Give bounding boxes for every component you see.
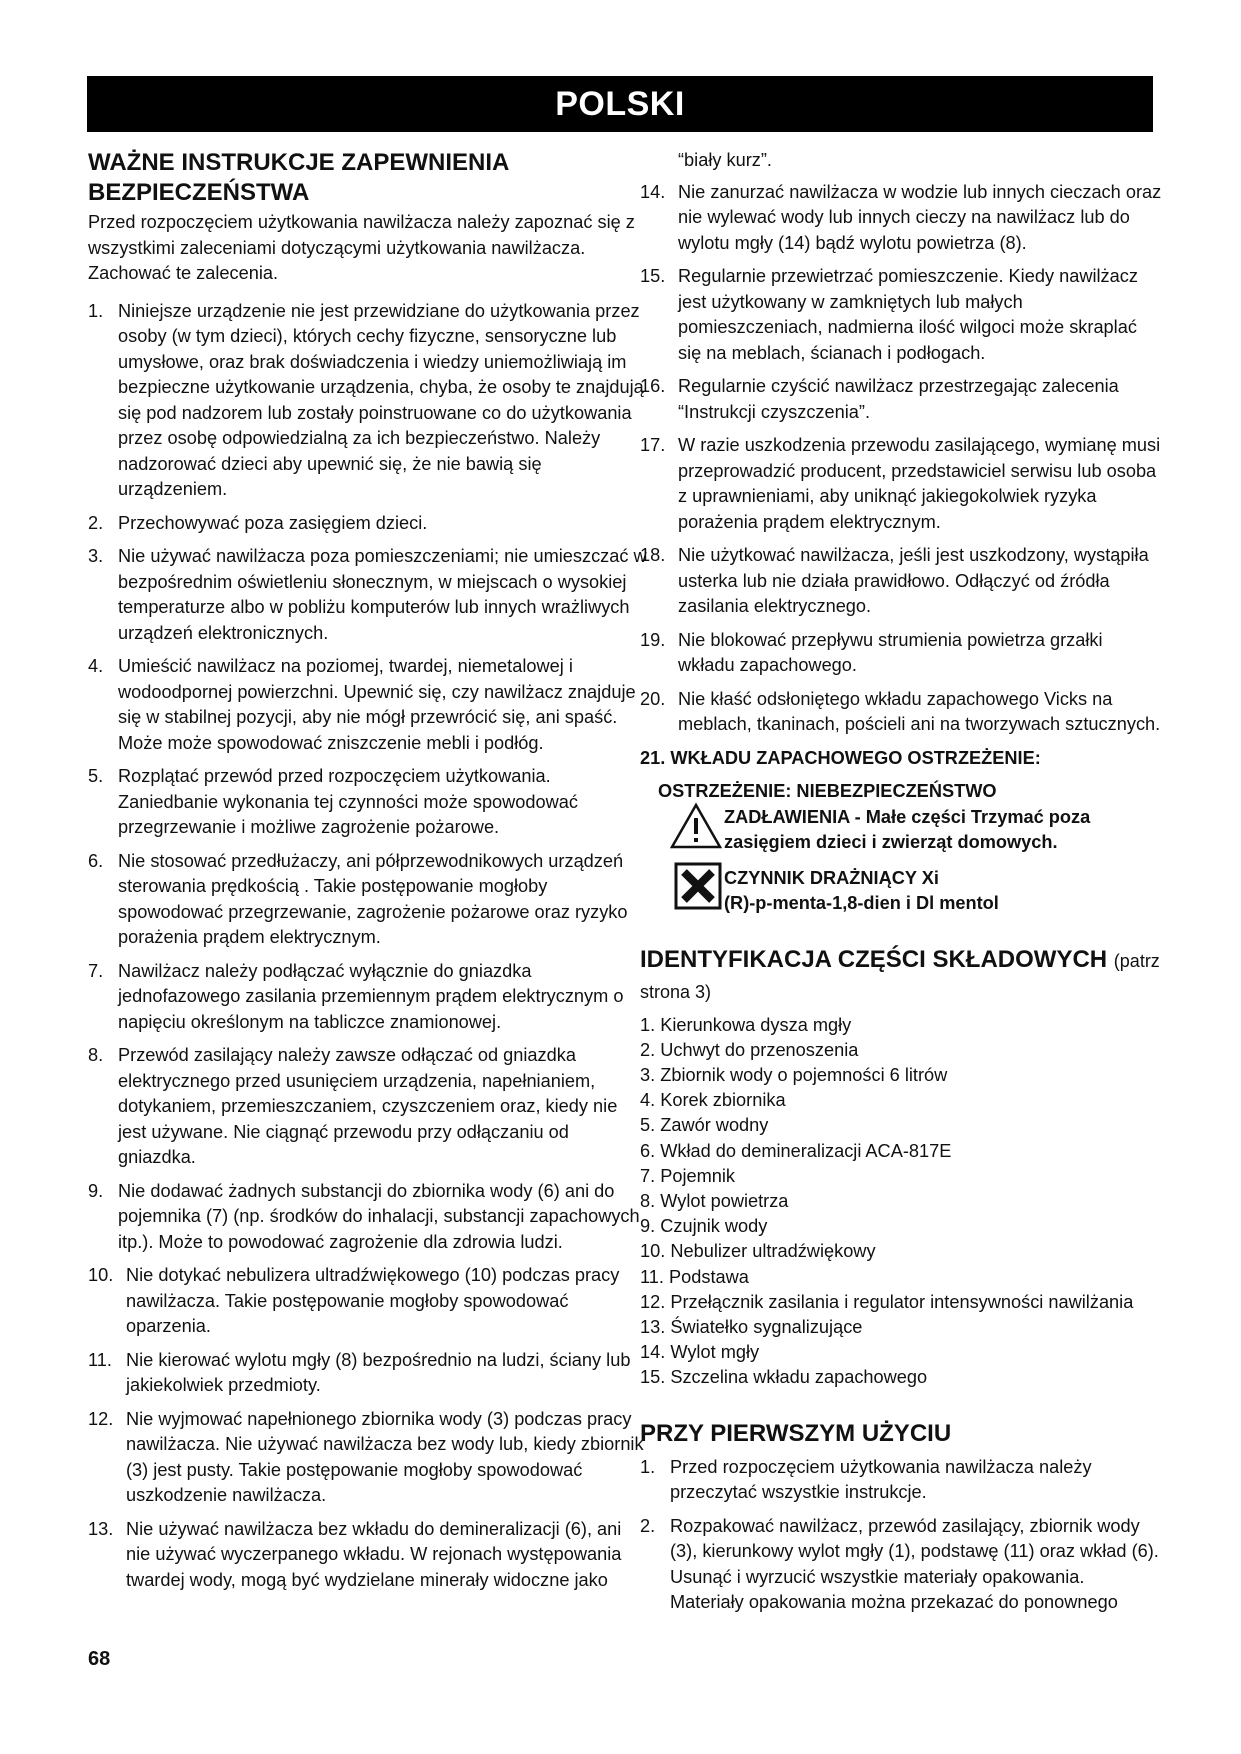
list-item: 8. Przewód zasilający należy zawsze odłączać od gniazdka elektrycznego przed usunięciem urządzenia, napełnianiem, dotykaniem, przemieszczaniem, czyszczeniem oraz, kiedy nie jest używane. Nie ciągnąć przewodu przy odłączaniu od gniazdka. bbox=[88, 1045, 618, 1167]
list-item: 4. Korek zbiornika bbox=[640, 1090, 786, 1111]
parts-heading bbox=[640, 945, 1162, 1007]
list-item: 2. Rozpakować nawilżacz, przewód zasilający, zbiornik wody (3), kierunkowy wylot mgły (1), podstawę (11) oraz wkład (6). Usunąć i wyrzucić wszystkie materiały opakowania. Materiały opakowania można przekazać do ponownego bbox=[640, 1515, 1159, 1613]
irritant-chemicals: (R)-p-menta-1,8-dien i Dl mentol bbox=[724, 893, 999, 913]
list-item: 8. Wylot powietrza bbox=[640, 1190, 789, 1211]
list-item: 3. Nie używać nawilżacza poza pomieszczeniami; nie umieszczać w bezpośrednim oświetleniu słonecznym, w miejscach o wysokiej temperaturze albo w pobliżu komputerów lub innych wrażliwych urządzeń elektronicznych. bbox=[88, 546, 647, 643]
list-item: 7. Pojemnik bbox=[640, 1165, 736, 1186]
list-item: 2. Przechowywać poza zasięgiem dzieci. bbox=[88, 512, 428, 533]
list-item: 16. Regularnie czyścić nawilżacz przestrzegając zalecenia “Instrukcji czyszczenia”. bbox=[640, 376, 1119, 422]
list-item: 3. Zbiornik wody o pojemności 6 litrów bbox=[640, 1064, 948, 1085]
list-item: 14. Wylot mgły bbox=[640, 1342, 760, 1363]
safety-heading: WAŻNE INSTRUKCJE ZAPEWNIENIA BEZPIECZEŃSTWA bbox=[88, 149, 509, 206]
safety-list bbox=[88, 299, 648, 1594]
language-title: POLSKI bbox=[555, 84, 685, 123]
irritant-warning-text bbox=[724, 866, 999, 917]
language-header bbox=[87, 76, 1153, 132]
list-item: 12. Przełącznik zasilania i regulator intensywności nawilżania bbox=[640, 1291, 1134, 1312]
list-item: 10. Nie dotykać nebulizera ultradźwiękowego (10) podczas pracy nawilżacza. Takie postępowanie mogłoby spowodować oparzenia. bbox=[88, 1265, 620, 1336]
list-item: 7. Nawilżacz należy podłączać wyłącznie do gniazdka jednofazowego zasilania przemiennym prądem elektrycznym o napięciu określonym na tabliczce znamionowej. bbox=[88, 960, 624, 1032]
list-item: 10. Nebulizer ultradźwiękowy bbox=[640, 1241, 876, 1262]
list-item: 5. Rozplątać przewód przed rozpoczęciem użytkowania. Zaniedbanie wykonania tej czynności może spowodować przegrzewanie i możliwe zagrożenie pożarowe. bbox=[88, 766, 578, 837]
list-item: 12. Nie wyjmować napełnionego zbiornika wody (3) podczas pracy nawilżacza. Nie używać nawilżacza bez wody lub, kiedy zbiornik (3) jest pusty. Takie postępowanie mogłoby spowodować uszkodzenie nawilżacza. bbox=[88, 1408, 644, 1505]
parts-heading-note: (patrz strona 3) bbox=[640, 950, 1160, 1002]
list-item: 13. Nie używać nawilżacza bez wkładu do demineralizacji (6), ani nie używać wyczerpanego wkładu. W rejonach występowania twardej wody, mogą być wydzielane minerały widoczne jako bbox=[88, 1518, 622, 1590]
parts-list bbox=[640, 1013, 1162, 1391]
safety-list-continued bbox=[640, 180, 1162, 738]
list-item: 1. Niniejsze urządzenie nie jest przewidziane do użytkowania przez osoby (w tym dzieci), których cechy fizyczne, sensoryczne lub umysłowe, oraz brak doświadczenia i wiedzy uniemożliwiają im bezpieczne użytkowanie urządzenia, chyba, że osoby te znajdują się pod nadzorem lub zostały poinstruowane co do użytkowania przez osobę odpowiedzialną za ich bezpieczeństwo. Należy nadzorować dzieci aby upewnić się, że nie bawią się urządzeniem. bbox=[88, 300, 644, 499]
irritant-warning bbox=[668, 866, 1162, 917]
list-item: 18. Nie użytkować nawilżacza, jeśli jest uszkodzony, wystąpiła usterka lub nie działa prawidłowo. Odłączyć od źródła zasilania elektrycznego. bbox=[640, 545, 1149, 616]
list-item: 1. Kierunkowa dysza mgły bbox=[640, 1014, 852, 1035]
choking-warning bbox=[668, 805, 1162, 856]
list-item: 6. Wkład do demineralizacji ACA-817E bbox=[640, 1140, 952, 1161]
list-item: 2. Uchwyt do przenoszenia bbox=[640, 1039, 859, 1060]
list-item: 9. Nie dodawać żadnych substancji do zbiornika wody (6) ani do pojemnika (7) (np. środków do inhalacji, substancji zapachowych itp.). Może to powodować zagrożenie dla zdrowia ludzi. bbox=[88, 1180, 640, 1252]
first-use-heading: PRZY PIERWSZYM UŻYCIU bbox=[640, 1419, 952, 1447]
scent-pad-warning-heading: 21. WKŁADU ZAPACHOWEGO OSTRZEŻENIE: bbox=[640, 747, 1041, 768]
list-item: 4. Umieścić nawilżacz na poziomej, twardej, niemetalowej i wodoodpornej powierzchni. Upewnić się, czy nawilżacz znajduje się w stabilnej pozycji, aby nie mógł przewrócić się, ani spaść. Może może spowodować zniszczenie mebli i podłóg. bbox=[88, 656, 636, 753]
list-item: 19. Nie blokować przepływu strumienia powietrza grzałki wkładu zapachowego. bbox=[640, 629, 1103, 675]
page-number: 68 bbox=[88, 1648, 111, 1670]
right-column bbox=[640, 148, 1162, 1624]
safety-intro: Przed rozpoczęciem użytkowania nawilżacza należy zapoznać się z wszystkimi zaleceniami dotyczącymi użytkowania nawilżacza. Zachować te zalecenia. bbox=[88, 212, 635, 283]
choking-warning-title: OSTRZEŻENIE: NIEBEZPIECZEŃSTWO bbox=[658, 781, 997, 801]
list-item: 14. Nie zanurzać nawilżacza w wodzie lub innych cieczach oraz nie wylewać wody lub innych cieczy na nawilżacz lub do wylotu mgły (14) bądź wylotu powietrza (8). bbox=[640, 181, 1162, 253]
list-item: 5. Zawór wodny bbox=[640, 1115, 769, 1136]
list-item: 20. Nie kłaść odsłoniętego wkładu zapachowego Vicks na meblach, tkaninach, pościeli ani na tworzywach sztucznych. bbox=[640, 688, 1161, 734]
list-item: 15. Regularnie przewietrzać pomieszczenie. Kiedy nawilżacz jest użytkowany w zamkniętych lub małych pomieszczeniach, nadmierna ilość wilgoci może skraplać się na meblach, ścianach i podłogach. bbox=[640, 266, 1138, 363]
list-item: 15. Szczelina wkładu zapachowego bbox=[640, 1367, 928, 1388]
first-use-list bbox=[640, 1455, 1162, 1616]
parts-heading-title: IDENTYFIKACJA CZĘŚCI SKŁADOWYCH bbox=[640, 945, 1108, 973]
choking-warning-text: ZADŁAWIENIA - Małe części Trzymać poza zasięgiem dzieci i zwierząt domowych. bbox=[724, 806, 1091, 852]
list-item: 1. Przed rozpoczęciem użytkowania nawilżacza należy przeczytać wszystkie instrukcje. bbox=[640, 1456, 1092, 1503]
list-item: 6. Nie stosować przedłużaczy, ani półprzewodnikowych urządzeń sterowania prędkością . Takie postępowanie mogłoby spowodować przegrzewanie, zagrożenie pożarowe oraz ryzyko porażenia prądem elektrycznym. bbox=[88, 850, 628, 947]
left-column bbox=[88, 148, 648, 1601]
list-item: 9. Czujnik wody bbox=[640, 1216, 768, 1237]
warning-triangle-icon bbox=[668, 801, 724, 851]
list-item: 17. W razie uszkodzenia przewodu zasilającego, wymianę musi przeprowadzić producent, przedstawiciel serwisu lub osoba z uprawnieniami, aby uniknąć jakiegokolwiek ryzyka porażenia prądem elektrycznym. bbox=[640, 435, 1161, 532]
irritant-x-icon bbox=[668, 862, 724, 912]
item-13-continuation: “biały kurz”. bbox=[678, 150, 772, 170]
irritant-label: CZYNNIK DRAŻNIĄCY Xi bbox=[724, 867, 939, 888]
list-item: 11. Podstawa bbox=[640, 1266, 749, 1287]
list-item: 11. Nie kierować wylotu mgły (8) bezpośrednio na ludzi, ściany lub jakiekolwiek przedmioty. bbox=[88, 1349, 631, 1395]
list-item: 13. Światełko sygnalizujące bbox=[640, 1316, 863, 1337]
